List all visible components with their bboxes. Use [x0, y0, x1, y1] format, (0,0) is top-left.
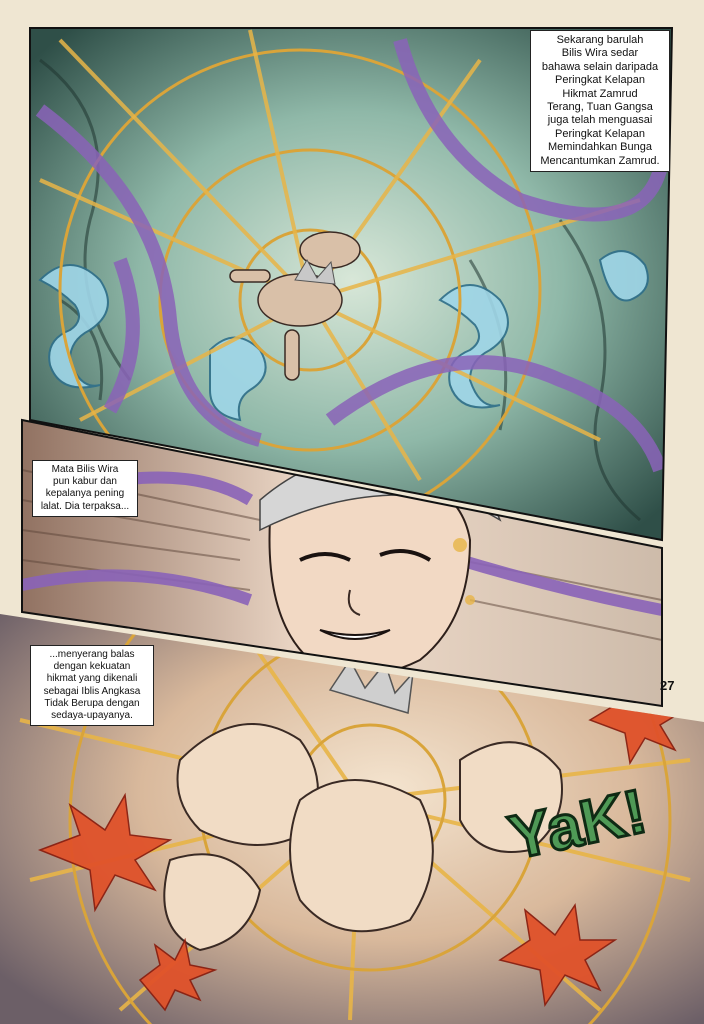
page-number: 27 [660, 678, 675, 693]
caption-middle: Mata Bilis Wira pun kabur dan kepalanya pening lalat. Dia terpaksa... [32, 460, 138, 517]
sound-effect-text: YaK! [503, 776, 653, 873]
caption-bottom: ...menyerang balas dengan kekuatan hikmat yang dikenali sebagai Iblis Angkasa Tidak Berupa dengan sedaya-upayanya. [30, 645, 154, 726]
caption-top: Sekarang barulah Bilis Wira sedar bahawa selain daripada Peringkat Kelapan Hikmat Zamrud Terang, Tuan Gangsa juga telah menguasai Peringkat Kelapan Memindahkan Bunga Mencantumkan Zamrud. [530, 30, 670, 172]
sound-effect-yak [500, 738, 653, 908]
